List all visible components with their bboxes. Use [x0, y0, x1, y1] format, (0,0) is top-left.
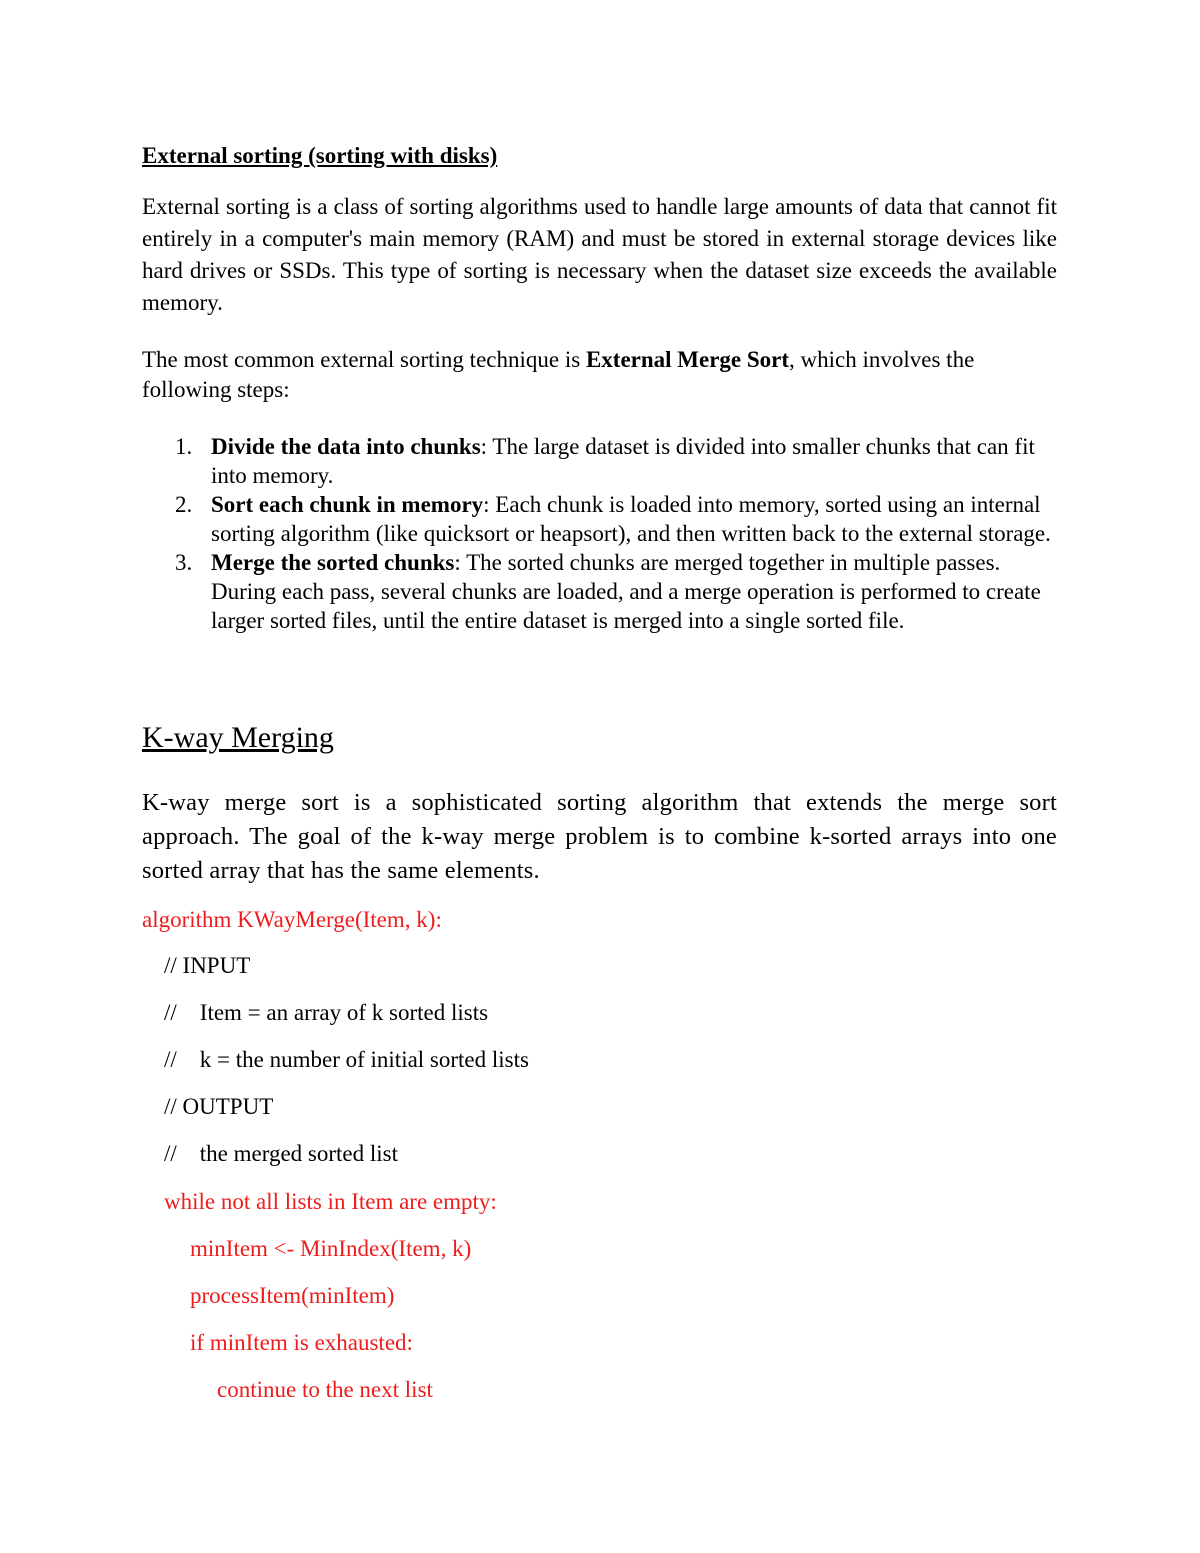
- technique-prefix: The most common external sorting technique is: [142, 347, 586, 372]
- code-continue-line: continue to the next list: [217, 1377, 433, 1402]
- technique-name: External Merge Sort: [585, 347, 790, 372]
- technique-suffix: , which involves the following steps:: [142, 347, 975, 402]
- intro-paragraph: External sorting is a class of sorting algorithms used to handle large amounts of data that cannot fit entirely in a computer's main memory (RAM) and must be stored in external storage devices like hard drives or SSDs. This type of sorting is necessary when the dataset size exceeds the available memory.: [142, 194, 1057, 315]
- code-comment-result: // the merged sorted list: [164, 1141, 399, 1166]
- step-title: Sort each chunk in memory: [211, 492, 484, 517]
- step-title: Divide the data into chunks: [211, 434, 481, 459]
- step-number: 1.: [175, 434, 193, 459]
- code-comment-output: // OUTPUT: [164, 1094, 274, 1119]
- steps-list: [142, 432, 1057, 635]
- technique-paragraph: [142, 345, 1042, 405]
- k-way-description: K-way merge sort is a sophisticated sorting algorithm that extends the merge sort approach. The goal of the k-way merge problem is to combine k-sorted arrays into one sorted array that has the same elements.: [142, 789, 1057, 884]
- step-text: : The large dataset is divided into smaller chunks that can fit into memory.: [211, 434, 1035, 488]
- list-item: [142, 432, 1057, 490]
- code-comment-input: // INPUT: [164, 953, 251, 978]
- step-number: 3.: [175, 550, 193, 575]
- code-if-line: if minItem is exhausted:: [190, 1330, 413, 1355]
- step-number: 2.: [175, 492, 193, 517]
- section-title-k-way-merging: K-way Merging: [142, 721, 334, 754]
- step-title: Merge the sorted chunks: [211, 550, 455, 575]
- list-item: [142, 490, 1057, 548]
- list-item: [142, 548, 1057, 635]
- code-comment-k: // k = the number of initial sorted lists: [164, 1047, 529, 1072]
- section-title-external-sorting: External sorting (sorting with disks): [142, 143, 498, 168]
- code-min-line: minItem <- MinIndex(Item, k): [190, 1236, 472, 1261]
- step-text: : Each chunk is loaded into memory, sorted using an internal sorting algorithm (like quicksort or heapsort), and then written back to the external storage.: [211, 492, 1051, 546]
- code-while-line: while not all lists in Item are empty:: [164, 1189, 497, 1214]
- code-signature: algorithm KWayMerge(Item, k):: [142, 907, 442, 932]
- code-comment-item: // Item = an array of k sorted lists: [164, 1000, 489, 1025]
- code-process-line: processItem(minItem): [190, 1283, 395, 1308]
- step-text: : The sorted chunks are merged together in multiple passes. During each pass, several chunks are loaded, and a merge operation is performed to create larger sorted files, until the entire dataset is merged into a single sorted file.: [211, 550, 1041, 633]
